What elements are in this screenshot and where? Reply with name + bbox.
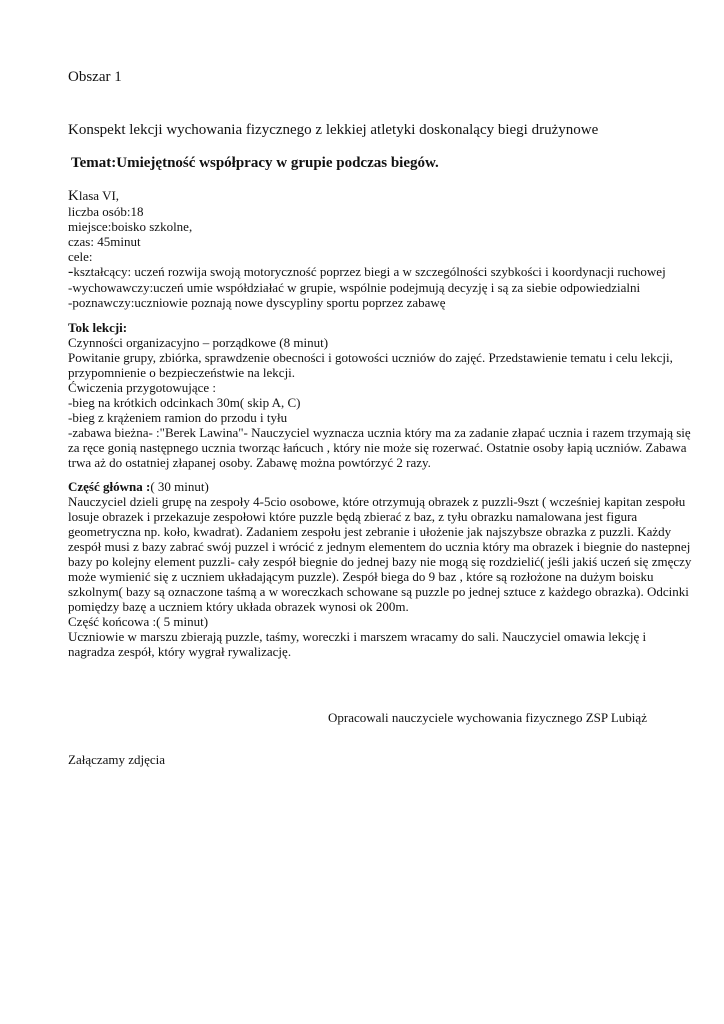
main-part-line: zespół musi z bazy zabrać swój puzzel i wrócić z jednym elementem do ucznia który ma obrazek i biegnie do nastepnej [68, 539, 691, 554]
main-part-line: nagradza zespół, który wygrał rywalizację. [68, 644, 292, 659]
goal-upbringing: -wychowawczy:uczeń umie współdziałać w grupie, wspólnie podejmują decyzję i są za siebie odpowiedzialni [68, 280, 641, 295]
main-part-line: geometryczna np. koło, kwadrat). Zadaniem zespołu jest zebranie i ułożenie jak najszybsze obrazka z puzzli. Każdy [68, 524, 672, 539]
goal-cognitive: -poznawczy:uczniowie poznają nowe dyscypliny sportu poprzez zabawę [68, 295, 446, 310]
goal-text: kształcący: uczeń rozwija swoją motoryczność poprzez biegi a w szczególności szybkości i koordynacji ruchowej [73, 264, 666, 279]
course-line: Ćwiczenia przygotowujące : [68, 380, 216, 395]
course-line: -bieg na krótkich odcinkach 30m( skip A, C) [68, 395, 301, 410]
course-line: przypomnienie o bezpieczeństwie na lekcji. [68, 365, 296, 380]
class-line [68, 188, 119, 204]
duration: czas: 45minut [68, 234, 141, 249]
course-line: -bieg z krążeniem ramion do przodu i tyłu [68, 410, 288, 425]
area-heading: Obszar 1 [68, 69, 122, 85]
course-label: Tok lekcji: [68, 320, 128, 335]
signature: Opracowali nauczyciele wychowania fizycznego ZSP Lubiąż [328, 710, 647, 725]
course-line: Czynności organizacyjno – porządkowe (8 minut) [68, 335, 329, 350]
document-title: Konspekt lekcji wychowania fizycznego z lekkiej atletyki doskonalący biegi drużynowe [68, 122, 599, 138]
main-part-line: szkolnym( bazy są oznaczone taśmą a w woreczkach schowane są puzzle po jednej sztuce z każdego obrazka). Odcinki [68, 584, 689, 599]
main-part-line: Nauczyciel dzieli grupę na zespoły 4-5cio osobowe, które otrzymują obrazek z puzzli-9szt ( wcześniej kapitan zespołu [68, 494, 686, 509]
class-initial: K [68, 188, 79, 204]
main-part-line: bazy po kolejny element puzzli- cały zespół biegnie do jednej bazy nie mogą się rozdzielić( jeśli jakiś uczeń się zmęczy [68, 554, 692, 569]
place: miejsce:boisko szkolne, [68, 219, 193, 234]
main-part-duration: ( 30 minut) [150, 479, 209, 494]
document-page [68, 0, 692, 1024]
course-line: Powitanie grupy, zbiórka, sprawdzenie obecności i gotowości uczniów do zajęć. Przedstawienie tematu i celu lekcji, [68, 350, 673, 365]
class-text: lasa VI, [78, 188, 120, 203]
main-part-line: może wymienić się z uczniem układającym puzzle). Zespół biega do 9 baz , które są rozłożone na dużym boisku [68, 569, 654, 584]
main-part-line: Uczniowie w marszu zbierają puzzle, taśmy, woreczki i marszem wracamy do sali. Nauczyciel omawia lekcję i [68, 629, 647, 644]
goal-educational [68, 264, 666, 279]
main-part-line: Część końcowa :( 5 minut) [68, 614, 209, 629]
main-part-label: Część główna : [68, 479, 151, 494]
main-part-line: losuje obrazek i przekazuje zespołowi które puzzle będą zbierać z baz, z tyłu obrazku namalowana jest figura [68, 509, 638, 524]
lesson-topic: Temat:Umiejętność współpracy w grupie podczas biegów. [71, 155, 439, 171]
course-line: trwa aż do ostatniej złapanej osoby. Zabawę można powtórzyć 2 razy. [68, 455, 431, 470]
main-part-heading [68, 479, 209, 494]
goal-dash: - [68, 263, 74, 280]
course-line: za ręce gonią następnego ucznia tworząc łańcuch , który nie może się rozerwać. Ostatnie osoby łapią uczniów. Zabawa [68, 440, 687, 455]
main-part-line: pomiędzy bazę a uczniem który układa obrazek wynosi ok 200m. [68, 599, 409, 614]
people-count: liczba osób:18 [68, 204, 144, 219]
attachment-note: Załączamy zdjęcia [68, 752, 166, 767]
course-line: -zabawa bieżna- :"Berek Lawina"- Nauczyciel wyznacza ucznia który ma za zadanie złapać ucznia i razem trzymają się [68, 425, 691, 440]
goals-label: cele: [68, 249, 93, 264]
